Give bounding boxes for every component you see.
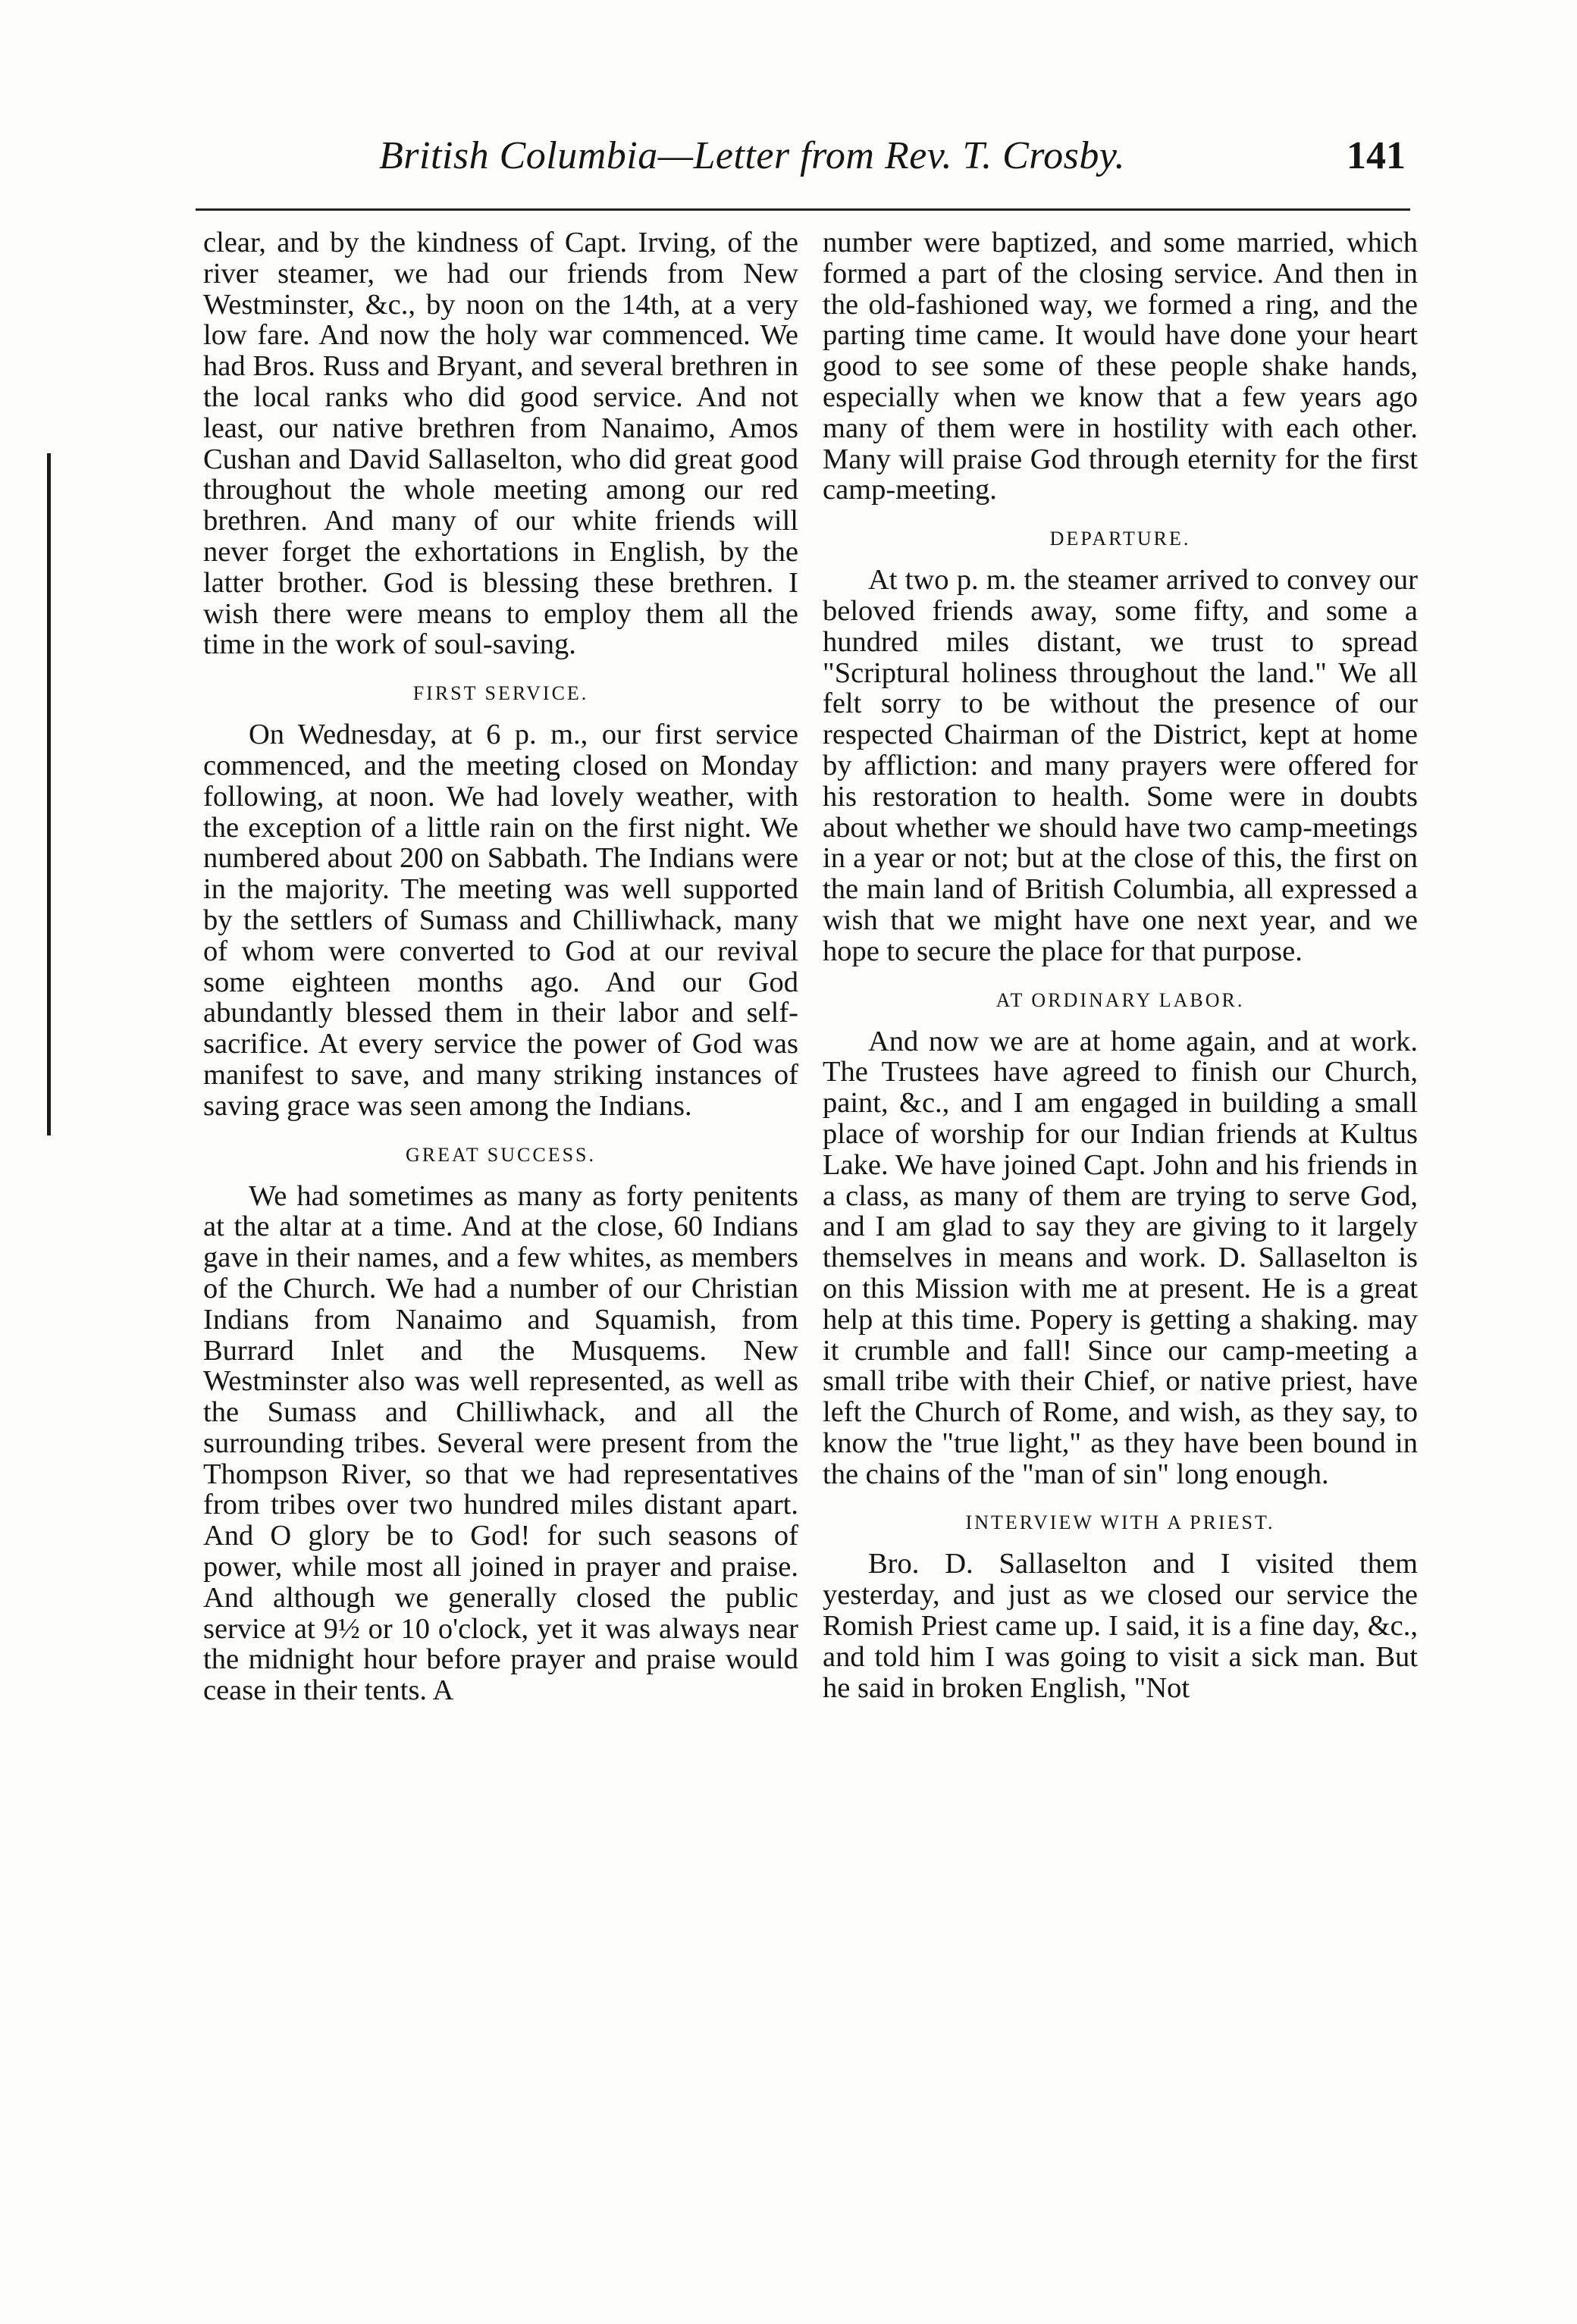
left-column	[203, 227, 798, 1706]
section-heading-departure: DEPARTURE.	[1049, 528, 1191, 550]
paragraph: On Wednesday, at 6 p. m., our first service commenced, and the meeting closed on Monday following, at noon. We had lovely weather, with the exception of a little rain on the first night. We numbered about 200 on Sabbath. The Indians were in the majority. The meeting was well supported by the settlers of Sumass and Chilliwhack, many of whom were converted to God at our revival some eighteen months ago. And our God abundantly blessed them in their labor and self-sacrifice. At every service the power of God was manifest to save, and many striking instances of saving grace was seen among the Indians.	[203, 719, 798, 1122]
page-header	[190, 133, 1410, 194]
running-title: British Columbia—Letter from Rev. T. Crosby.	[379, 134, 1126, 177]
paragraph: number were baptized, and some married, which formed a part of the closing service. And then in the old-fashioned way, we formed a ring, and the parting time came. It would have done your heart good to see some of these people shake hands, especially when we know that a few years ago many of them were in hostility with each other. Many will praise God through eternity for the first camp-meeting.	[823, 227, 1418, 506]
section-heading-ordinary-labor: AT ORDINARY LABOR.	[995, 988, 1245, 1011]
margin-marking	[47, 453, 51, 1135]
section-heading-interview: INTERVIEW WITH A PRIEST.	[965, 1511, 1275, 1534]
paragraph: Bro. D. Sallaselton and I visited them yesterday, and just as we closed our service the Romish Priest came up. I said, it is a fine day, &c., and told him I was going to visit a sick man. But he said in broken English, "Not	[823, 1548, 1418, 1704]
section-heading-great-success: GREAT SUCCESS.	[405, 1143, 597, 1166]
right-column	[823, 227, 1418, 1703]
page-number: 141	[1347, 134, 1406, 177]
paragraph: And now we are at home again, and at work. The Trustees have agreed to finish our Church, paint, &c., and I am engaged in building a small place of worship for our Indian friends at Kultus Lake. We have joined Capt. John and his friends in a class, as many of them are trying to serve God, and I am glad to say they are giving to it largely themselves in means and work. D. Sallaselton is on this Mission with me at present. He is a great help at this time. Popery is getting a shaking. may it crumble and fall! Since our camp-meeting a small tribe with their Chief, or native priest, have left the Church of Rome, and wish, as they say, to know the "true light," as they have been bound in the chains of the "man of sin" long enough.	[823, 1025, 1418, 1490]
header-rule	[196, 208, 1410, 211]
paragraph: clear, and by the kindness of Capt. Irving, of the river steamer, we had our friends from New Westminster, &c., by noon on the 14th, at a very low fare. And now the holy war commenced. We had Bros. Russ and Bryant, and several brethren in the local ranks who did good service. And not least, our native brethren from Nanaimo, Amos Cushan and David Sallaselton, who did great good throughout the whole meeting among our red brethren. And many of our white friends will never forget the exhortations in English, by the latter brother. God is blessing these brethren. I wish there were means to employ them all the time in the work of soul-saving.	[203, 227, 798, 661]
paragraph: We had sometimes as many as forty penitents at the altar at a time. And at the close, 60 Indians gave in their names, and a few whites, as members of the Church. We had a number of our Christian Indians from Nanaimo and Squamish, from Burrard Inlet and the Musquems. New Westminster also was well represented, as well as the Sumass and Chilliwhack, and all the surrounding tribes. Several were present from the Thompson River, so that we had representatives from tribes over two hundred miles distant apart. And O glory be to God! for such seasons of power, while most all joined in prayer and praise. And although we generally closed the public service at 9½ or 10 o'clock, yet it was always near the midnight hour before prayer and praise would cease in their tents. A	[203, 1179, 798, 1707]
paragraph: At two p. m. the steamer arrived to convey our beloved friends away, some fifty, and some a hundred miles distant, we trust to spread "Scriptural holiness throughout the land." We all felt sorry to be without the presence of our respected Chairman of the District, kept at home by affliction: and many prayers were offered for his restoration to health. Some were in doubts about whether we should have two camp-meetings in a year or not; but at the close of this, the first on the main land of British Columbia, all expressed a wish that we might have one next year, and we hope to secure the place for that purpose.	[823, 564, 1418, 967]
section-heading-first-service: FIRST SERVICE.	[412, 682, 589, 705]
